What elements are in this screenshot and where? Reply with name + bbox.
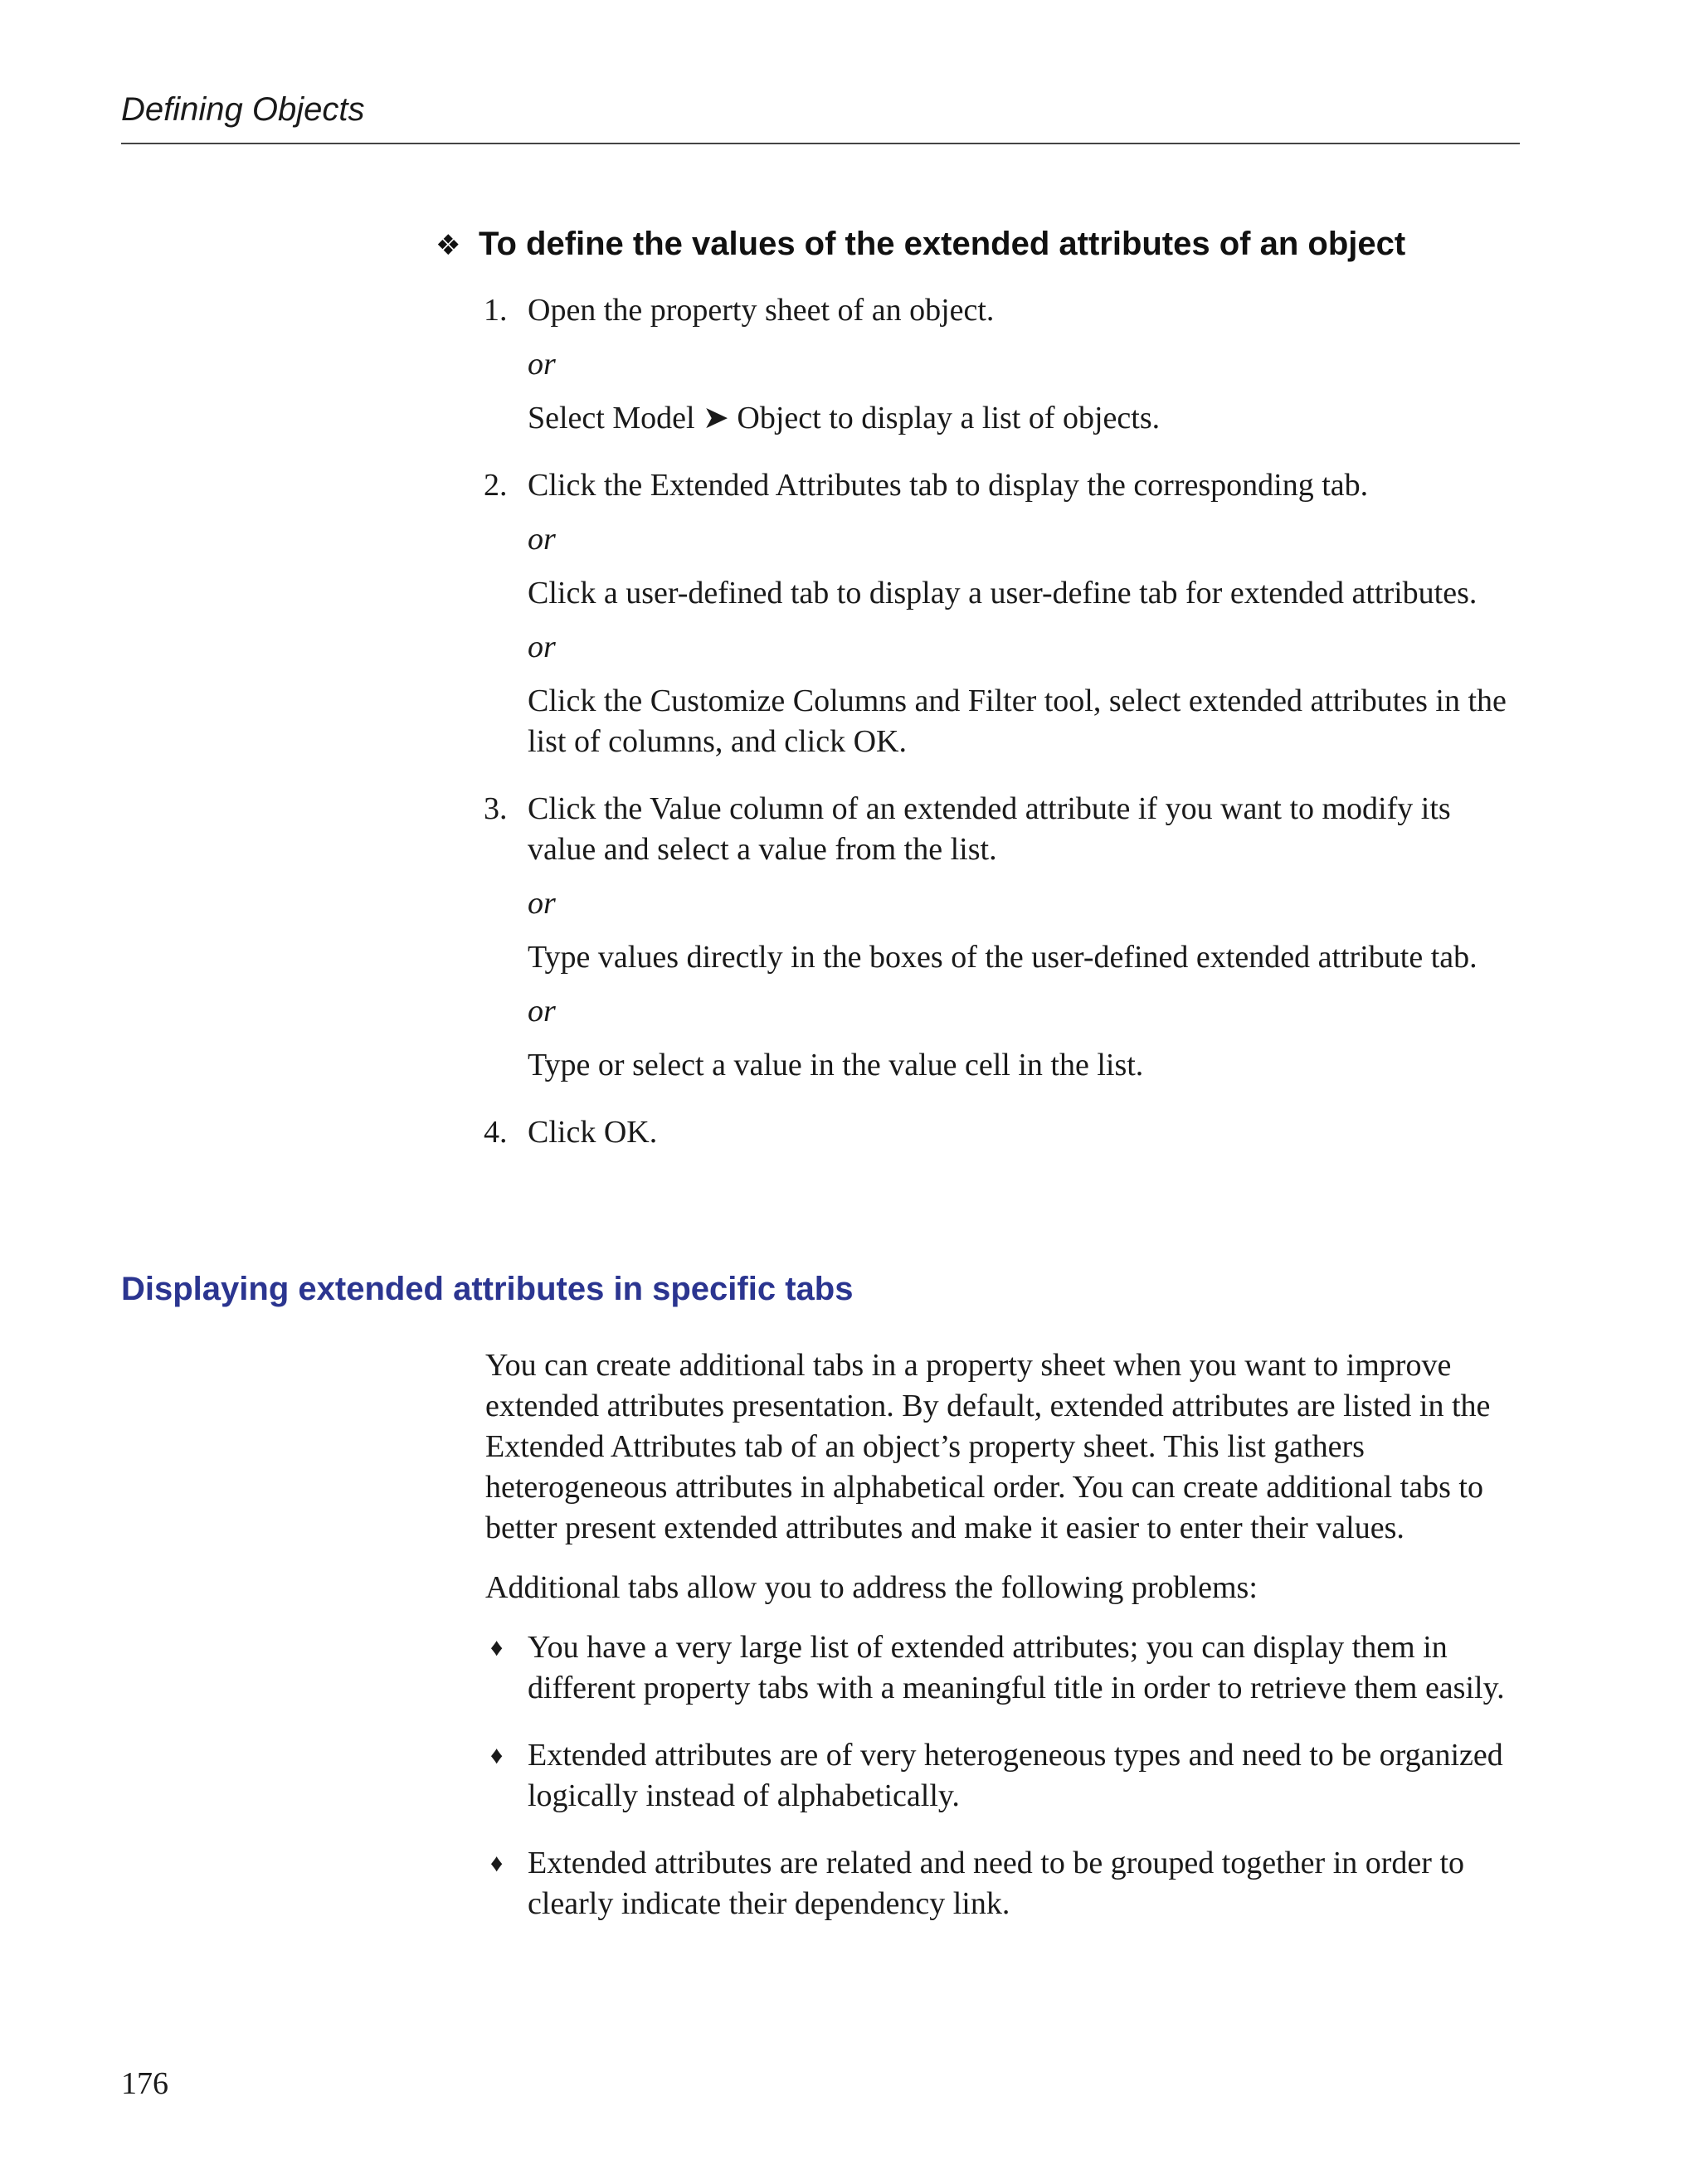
- step-or: or: [528, 630, 556, 664]
- list-item: [485, 1735, 1522, 1817]
- procedure-heading: [436, 226, 1405, 263]
- diamond-bullet-icon: ♦: [490, 1742, 504, 1769]
- procedure-title: To define the values of the extended attributes of an object: [479, 226, 1406, 262]
- list-item-text: Extended attributes are related and need to be grouped together in order to clearly indicate their dependency link.: [528, 1846, 1464, 1921]
- step-number: 1.: [484, 293, 508, 328]
- step-text: Click the Value column of an extended attribute if you want to modify its value and select a value from the list.: [528, 791, 1451, 867]
- step-number: 2.: [484, 468, 508, 503]
- step-text: Click OK.: [528, 1115, 658, 1150]
- running-header: Defining Objects: [121, 91, 365, 128]
- step-text: Open the property sheet of an object.: [528, 293, 995, 328]
- step-2: [484, 465, 1521, 762]
- step-number: 3.: [484, 791, 508, 826]
- step-text: Type or select a value in the value cell in the list.: [528, 1048, 1144, 1082]
- step-text: Click a user-defined tab to display a user-define tab for extended attributes.: [528, 576, 1477, 610]
- step-text: Click the Customize Columns and Filter tool, select extended attributes in the list of columns, and click OK.: [528, 683, 1507, 759]
- body-paragraph: You can create additional tabs in a property sheet when you want to improve extended attributes presentation. By default, extended attributes are listed in the Extended Attributes tab of an object’s property sheet. This list gathers heterogeneous attributes in alphabetical order. You can create additional tabs to better present extended attributes and make it easier to enter their values.: [485, 1348, 1491, 1545]
- diamond-bullet-icon: ♦: [490, 1634, 504, 1661]
- body-paragraph: Additional tabs allow you to address the following problems:: [485, 1570, 1258, 1605]
- bullet-list: [485, 1627, 1522, 1924]
- step-text: Select Model ➤ Object to display a list of objects.: [528, 401, 1161, 435]
- list-item: [485, 1627, 1522, 1709]
- step-1: [484, 290, 1521, 439]
- step-3: [484, 789, 1521, 1086]
- step-or: or: [528, 522, 556, 557]
- step-number: 4.: [484, 1115, 508, 1150]
- diamond-bullet-icon: ♦: [490, 1850, 504, 1877]
- step-text: Type values directly in the boxes of the user-defined extended attribute tab.: [528, 940, 1477, 975]
- section-body: [485, 1345, 1522, 1951]
- list-item-text: Extended attributes are of very heterogeneous types and need to be organized logically instead of alphabetically.: [528, 1738, 1503, 1813]
- step-or: or: [528, 347, 556, 382]
- procedure-steps: [484, 290, 1521, 1180]
- section-heading: Displaying extended attributes in specific tabs: [121, 1271, 854, 1307]
- step-4: [484, 1112, 1521, 1153]
- page-number: 176: [121, 2066, 168, 2101]
- list-item: [485, 1843, 1522, 1924]
- header-rule: [121, 143, 1520, 144]
- step-or: or: [528, 994, 556, 1029]
- list-item-text: You have a very large list of extended attributes; you can display them in different property tabs with a meaningful title in order to retrieve them easily.: [528, 1630, 1505, 1705]
- step-text: Click the Extended Attributes tab to display the corresponding tab.: [528, 468, 1369, 503]
- four-diamond-bullet-icon: ❖: [436, 230, 461, 261]
- step-or: or: [528, 886, 556, 921]
